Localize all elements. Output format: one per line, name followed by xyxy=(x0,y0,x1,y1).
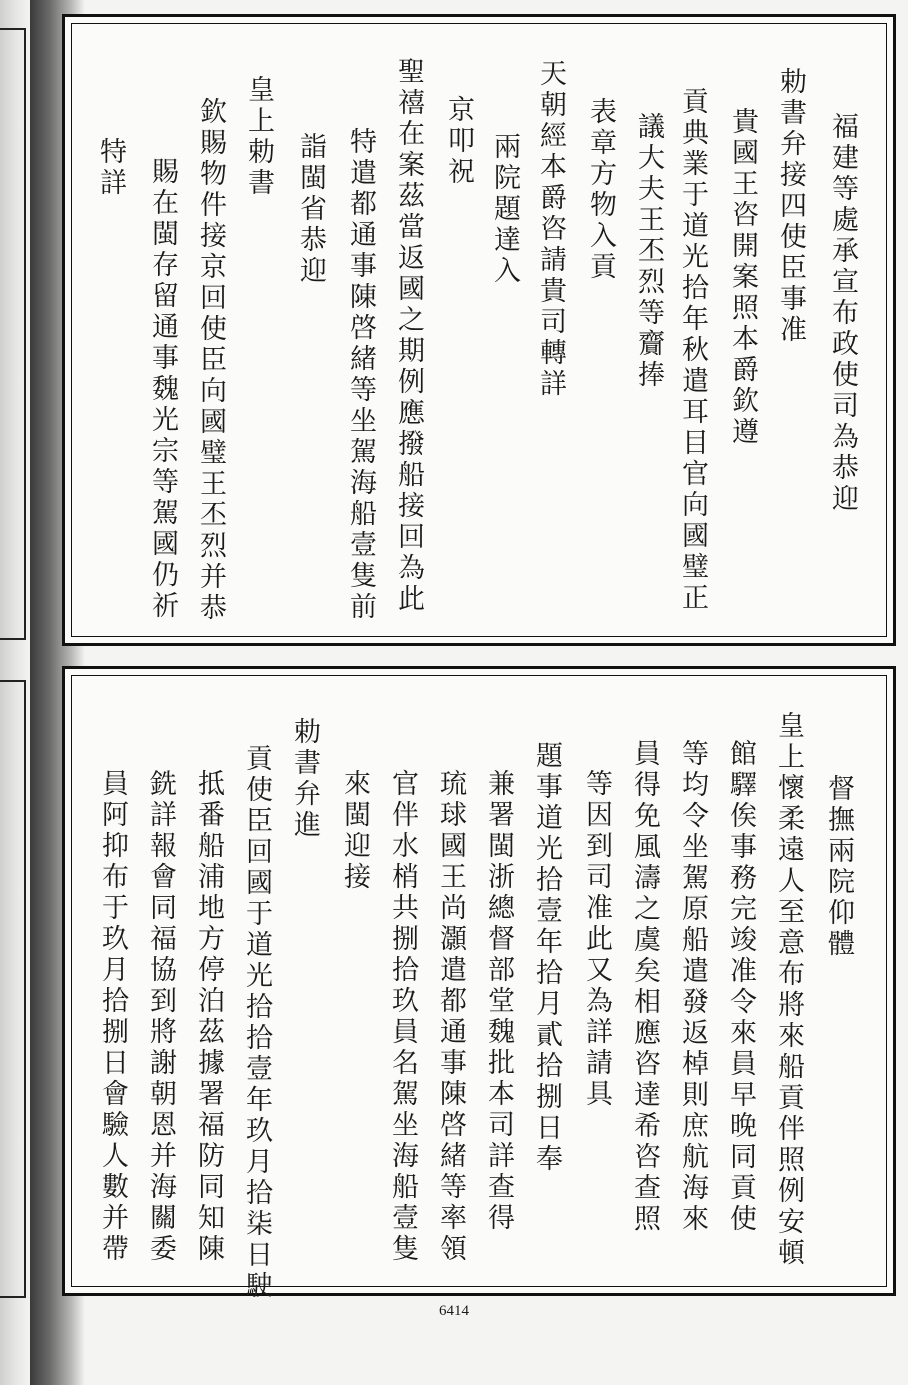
text-column: 勅書弁接四使臣事准 xyxy=(775,67,806,346)
text-column: 琉球國王尚灝遣都通事陳啓緒等率領 xyxy=(435,769,466,1265)
text-column: 特詳 xyxy=(95,137,126,199)
upper-panel-inner-border xyxy=(71,23,887,637)
text-column: 員阿抑布于玖月拾捌日會驗人數并帶 xyxy=(97,769,128,1265)
text-column: 銑詳報會同福協到將謝朝恩并海關委 xyxy=(145,769,176,1265)
text-column: 福建等處承宣布政使司為恭迎 xyxy=(827,112,858,515)
text-column: 特遣都通事陳啓緒等坐駕海船壹隻前 xyxy=(345,127,376,623)
text-column: 欽賜物件接京回使臣向國璧王丕烈并恭 xyxy=(195,97,226,624)
lower-text-panel xyxy=(62,666,896,1302)
text-column: 官伴水梢共捌拾玖員名駕坐海船壹隻 xyxy=(387,769,418,1265)
previous-page-border-lower xyxy=(0,680,26,1298)
text-column: 賜在閩存留通事魏光宗等駕國仍祈 xyxy=(147,157,178,622)
text-column: 聖禧在案茲當返國之期例應撥船接回為此 xyxy=(393,57,424,615)
text-column: 詣閩省恭迎 xyxy=(295,132,326,287)
text-column: 皇上勅書 xyxy=(243,75,274,199)
text-column: 表章方物入貢 xyxy=(585,97,616,283)
text-column: 天朝經本爵咨請貴司轉詳 xyxy=(535,59,566,400)
text-column: 兩院題達入 xyxy=(489,132,520,287)
page-number: 6414 xyxy=(439,1303,469,1319)
text-column: 等均令坐駕原船遣發返棹則庶航海來 xyxy=(677,739,708,1235)
text-column: 貴國王咨開案照本爵欽遵 xyxy=(727,107,758,448)
text-column: 勅書弁進 xyxy=(289,717,320,841)
text-column: 京叩祝 xyxy=(443,95,474,188)
text-column: 抵番船浦地方停泊茲據署福防同知陳 xyxy=(193,769,224,1265)
text-column: 來閩迎接 xyxy=(339,769,370,893)
text-column: 貢使臣回國于道光拾拾壹年玖月拾柒日駛 xyxy=(241,744,272,1302)
text-column: 題事道光拾壹年拾月貳拾捌日奉 xyxy=(531,741,562,1175)
text-column: 等因到司准此又為詳請具 xyxy=(581,769,612,1110)
previous-page-border-upper xyxy=(0,28,26,640)
text-column: 員得免風濤之虞矣相應咨達希咨查照 xyxy=(629,739,660,1235)
text-column: 督撫兩院仰體 xyxy=(823,774,854,960)
text-column: 皇上懷柔遠人至意布將來船貢伴照例安頓 xyxy=(773,711,804,1269)
text-column: 兼署閩浙總督部堂魏批本司詳查得 xyxy=(483,769,514,1234)
text-column: 貢典業于道光拾年秋遣耳目官向國璧正 xyxy=(677,87,708,614)
text-column: 館驛俟事務完竣准令來員早晚同貢使 xyxy=(725,739,756,1235)
upper-text-panel xyxy=(62,14,896,646)
text-column: 議大夫王丕烈等齎捧 xyxy=(633,112,664,391)
